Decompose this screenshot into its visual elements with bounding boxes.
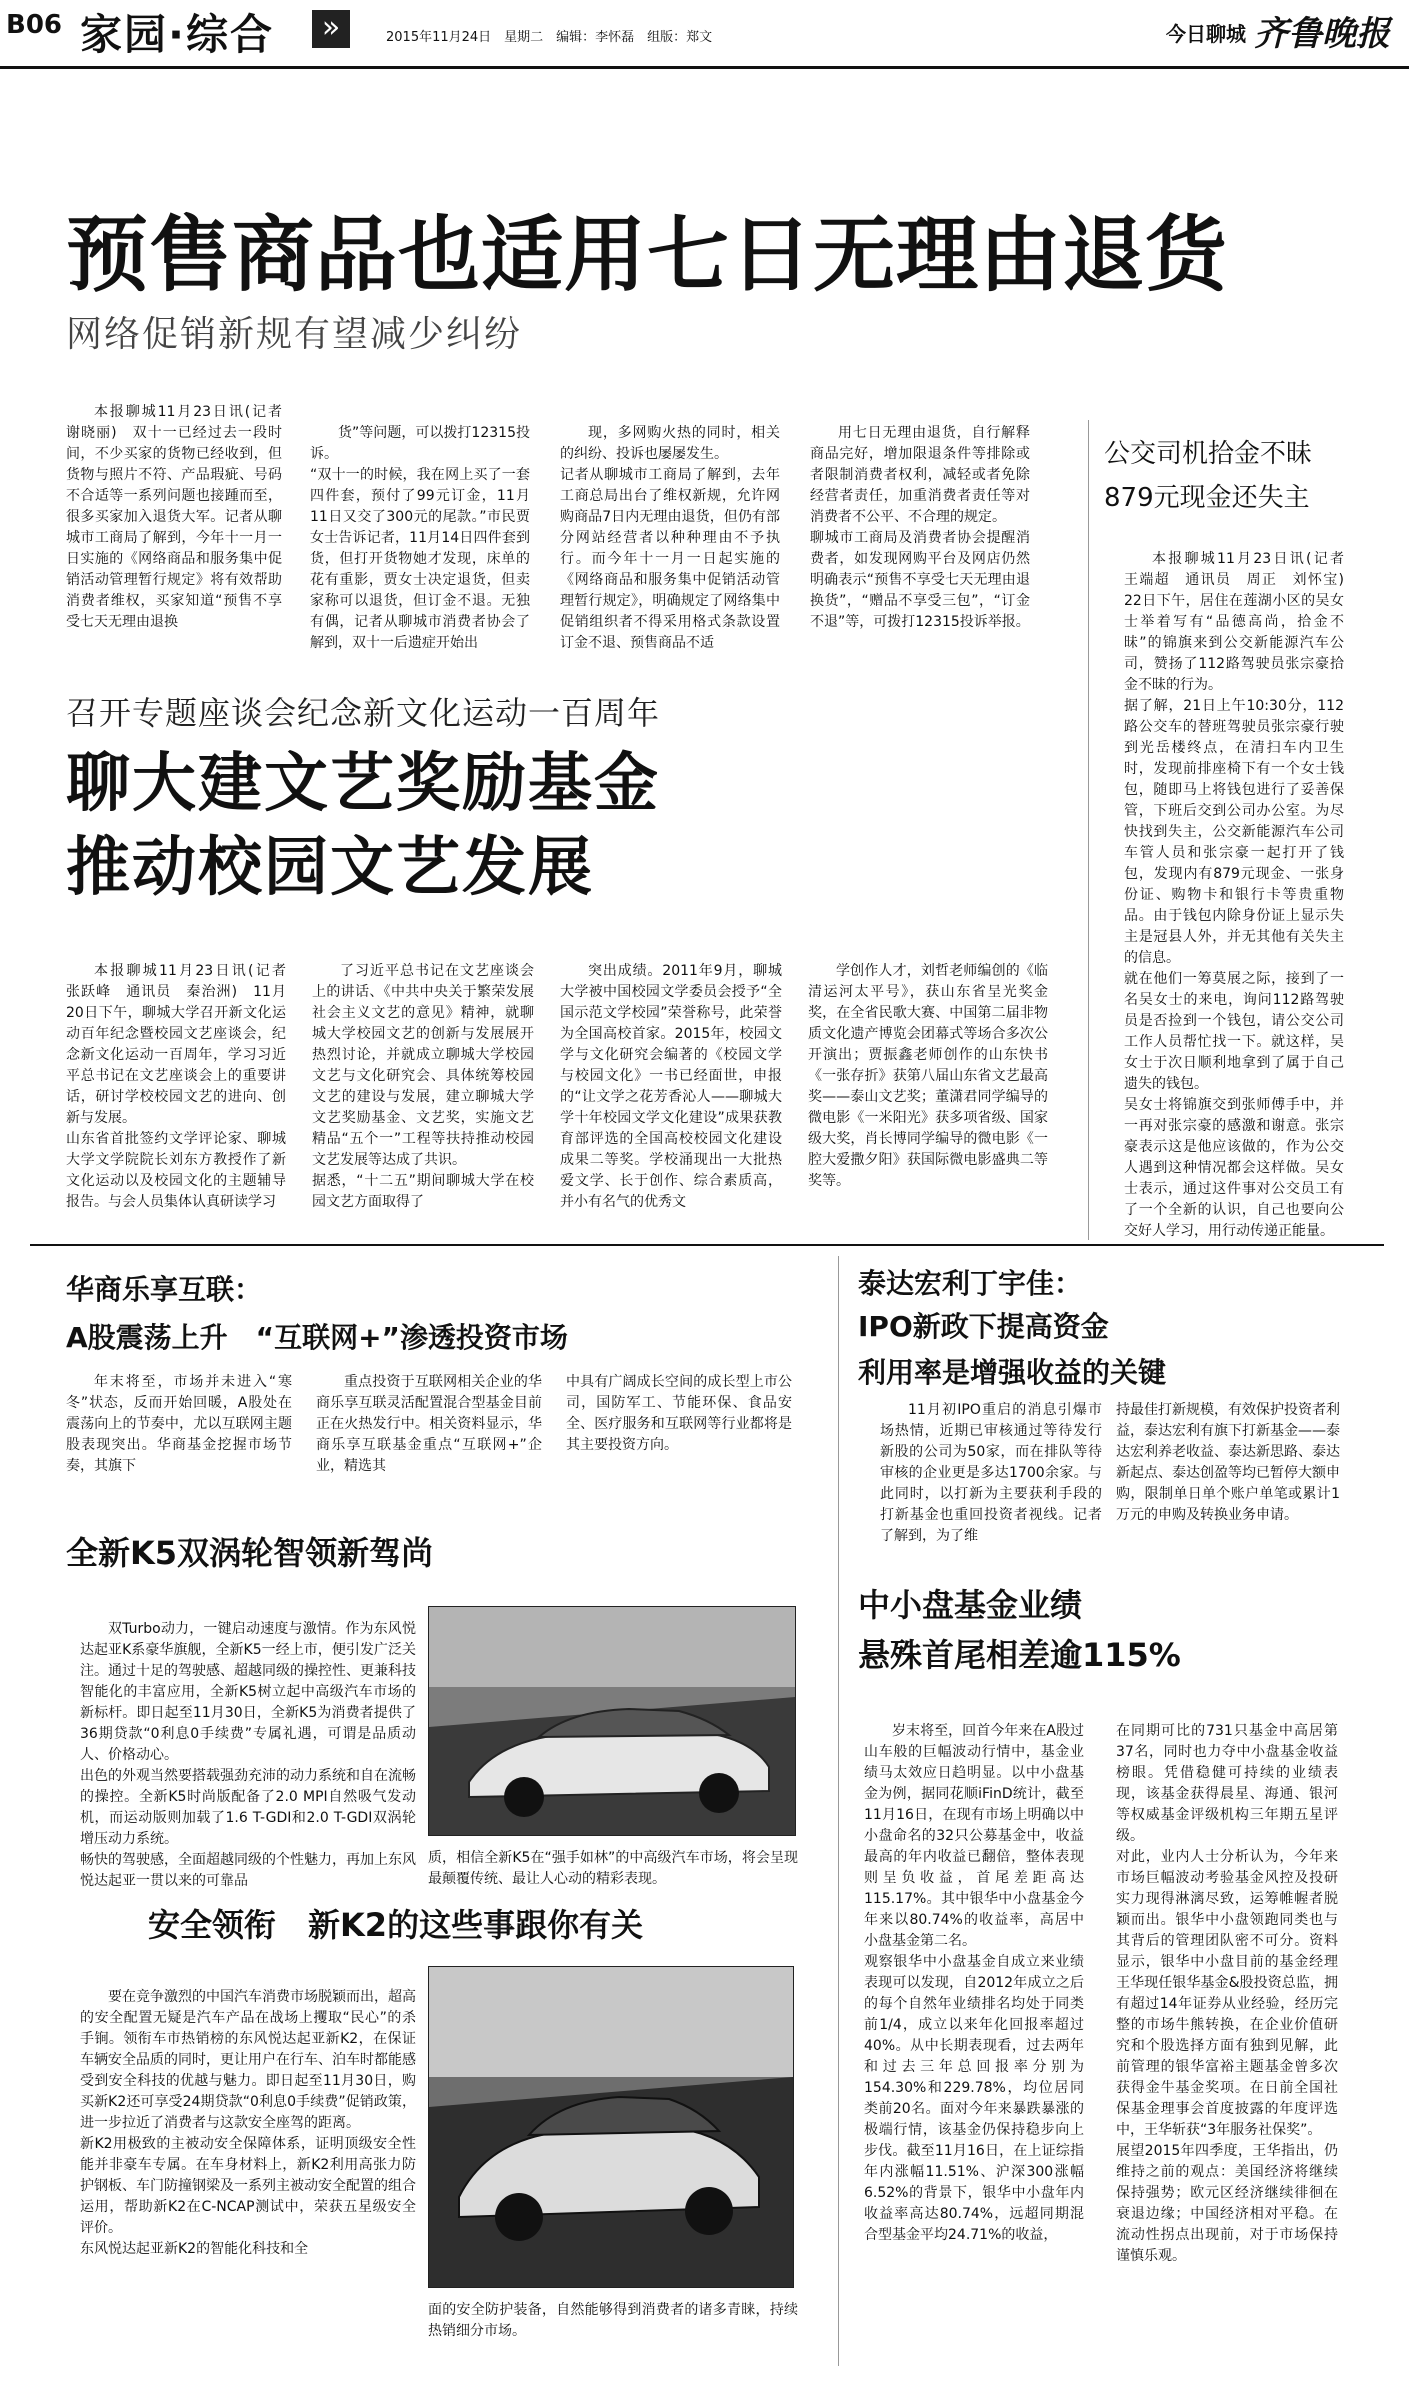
article4-col-1: 年末将至，市场并未进入“寒冬”状态，反而开始回暖，A股处在震荡向上的节奏中，尤以互联网主题股表现突出。华商基金挖握市场节奏，其旗下 (66, 1374, 292, 1474)
section-title: 家园·综合 (80, 10, 274, 59)
article1-col-4: 用七日无理由退货，自行解释商品完好，增加限退条件等排除或者限制消费者权利，减轻或者免除经营者责任，加重消费者责任等对消费者不公平、不合理的规定。 聊城市工商局及消费者协会提醒消费者，如发现网购平台及网店仍然明确表示“预售不享受七天无理由退换货”，“赠品不享受三包”，“订金不退”等，可拨打12315投诉举报。 (810, 425, 1030, 630)
date-editor-line: 2015年11月24日 星期二 编辑：李怀磊 组版：郑文 (386, 30, 713, 45)
article3-col-3: 突出成绩。2011年9月，聊城大学被中国校园文学委员会授予“全国示范文学校园”荣誉称号，此荣誉为全国高校首家。2015年，校园文学与文化研究会编著的《校园文学与校园文化》一书已经面世，申报的“让文学之花芳香沁人——聊城大学十年校园文学文化建设”成果获教育部评选的全国高校校园文化建设成果二等奖。学校涌现出一大批热爱文学、长于创作、综合素质高，并小有名气的优秀文 (560, 963, 782, 1210)
article3-col-4: 学创作人才，刘哲老师编创的《临清运河太平号》，获山东省呈光奖金奖，在全省民歌大赛、中国第二届非物质文化遗产博览会团幕式等场合多次公开演出；贾振鑫老师创作的山东快书《一张存折》获第八届山东省文艺最高奖——泰山文艺奖；董潇君同学编导的微电影《一米阳光》获多项省级、国家级大奖，肖长博同学编导的微电影《一腔大爱撒夕阳》获国际微电影盛典二等奖等。 (808, 963, 1048, 1189)
article7-col-2: 在同期可比的731只基金中高居第37名，同时也力夺中小盘基金收益榜眼。凭借稳健可持续的业绩表现，该基金获得晨星、海通、银河等权威基金评级机构三年期五星评级。 对此，业内人士分析认为，今年来市场巨幅波动考验基金风控及投研实力现得淋漓尽致，运筹帷幄者脱颖而出。银华中小盘领跑同类也与其背后的管理团队密不可分。资料显示，银华中小盘目前的基金经理王华现任银华基金&股投资总监，拥有超过14年证券从业经验，经历完整的市场牛熊转换，在企业价值研究和个股选择方面有独到见解，此前管理的银华富裕主题基金曾多次获得金牛基金奖项。在日前全国社保基金理事会首度披露的年度评选中，王华斩获“3年服务社保奖”。 展望2015年四季度，王华指出，仍维持之前的观点：美国经济将继续保持强势；欧元区经济继续徘徊在衰退边缘；中国经济相对平稳。在流动性拐点出现前，对于市场保持谨慎乐观。 (1116, 1723, 1338, 2264)
article1-subhead: 网络促销新规有望减少纠纷 (66, 314, 523, 355)
article3-headline: 聊大建文艺奖励基金 推动校园文艺发展 (66, 747, 660, 905)
brand-logo: 齐鲁晚报 (1254, 14, 1390, 54)
article6-body: 双Turbo动力，一键启动速度与激情。作为东风悦达起亚K系豪华旗舰，全新K5一经上市，便引发广泛关注。通过十足的驾驶感、超越同级的操控性、更兼科技智能化的丰富应用，全新K5树立起中高级汽车市场的新标杆。即日起至11月30日，全新K5为消费者提供了36期贷款“0利息0手续费”专属礼遇，可谓是品质动人、价格动心。 出色的外观当然要搭载强劲充沛的动力系统和自在流畅的操控。全新K5时尚版配备了2.0 MPI自然吸气发动机，而运动版则加载了1.6 T-GDI和2.0 T-GDI双涡轮增压动力系统。 畅快的驾驶感，全面超越同级的个性魅力，再加上东风悦达起亚一贯以来的可靠品 (80, 1621, 416, 1889)
article4-kicker: 华商乐享互联： (66, 1273, 263, 1306)
article5-kicker: 泰达宏利丁宇佳： (858, 1267, 1083, 1300)
article5-col-1: 11月初IPO重启的消息引爆市场热情，近期已审核通过等待发行新股的公司为50家，而在排队等待审核的企业更是多达1700余家。与此同时，以打新为主要获利手段的打新基金也重回投资者视线。记者了解到，为了维 (880, 1402, 1102, 1544)
article3-col-1: 本报聊城11月23日讯(记者 张跃峰 通讯员 秦治洲) 11月20日下午，聊城大学召开新文化运动百年纪念暨校园文艺座谈会，纪念新文化运动一百周年，学习习近平总书记在文艺座谈会上的重要讲话，研讨学校校园文艺的进向、创新与发展。 山东省首批签约文学评论家、聊城大学文学院院长刘东方教授作了新文化运动以及校园文化的主题辅导报告。与会人员集体认真研读学习 (66, 963, 286, 1210)
k5-car-photo (428, 1606, 796, 1836)
article6-caption: 质，相信全新K5在“强手如林”的中高级汽车市场，将会呈现最颠覆传统、最让人心动的精彩表现。 (428, 1850, 798, 1887)
lower-column-divider (838, 1256, 839, 2366)
article8-headline: 安全领衔 新K2的这些事跟你有关 (148, 1906, 644, 1944)
page-number: B06 (6, 10, 62, 40)
article3-kicker: 召开专题座谈会纪念新文化运动一百周年 (66, 694, 661, 732)
article2-headline: 公交司机拾金不昧 879元现金还失主 (1104, 439, 1313, 513)
article8-caption: 面的安全防护装备，自然能够得到消费者的诸多青睐，持续热销细分市场。 (428, 2302, 798, 2339)
k2-car-photo (428, 1966, 794, 2288)
article3-col-2: 了习近平总书记在文艺座谈会上的讲话、《中共中央关于繁荣发展社会主义文艺的意见》精神，就聊城大学校园文艺的创新与发展展开热烈讨论，并就成立聊城大学校园文艺与文化研究会、具体统筹校园文艺的建设与发展，建立聊城大学文艺奖励基金、文艺奖，实施文艺精品“五个一”工程等扶持推动校园文艺发展等达成了共识。 据悉，“十二五”期间聊城大学在校园文艺方面取得了 (312, 963, 534, 1210)
section-arrows-icon: » (312, 10, 350, 48)
article5-headline: IPO新政下提高资金 利用率是增强收益的关键 (858, 1310, 1167, 1389)
article7-headline: 中小盘基金业绩 悬殊首尾相差逾115% (858, 1586, 1181, 1674)
article4-col-2: 重点投资于互联网相关企业的华商乐享互联灵活配置混合型基金目前正在火热发行中。相关资料显示，华商乐享互联基金重点“互联网+”企业，精选其 (316, 1374, 542, 1474)
brand-prefix: 今日聊城 (1166, 22, 1246, 46)
article1-col-2: 货”等问题，可以拨打12315投诉。 “双十一的时候，我在网上买了一套四件套，预付了99元订金，11月11日又交了300元的尾款。”市民贾女士告诉记者，11月14日四件套到货，但打开货物她才发现，床单的花有重影，贾女士决定退货，但卖家称可以退货，但订金不退。无独有偶，记者从聊城市消费者协会了解到，双十一后遗症开始出 (310, 425, 530, 651)
article6-headline: 全新K5双涡轮智领新驾尚 (66, 1534, 434, 1572)
right-column-divider (1088, 420, 1089, 1240)
mid-rule (30, 1244, 1384, 1246)
article1-col-3: 现，多网购火热的同时，相关的纠纷、投诉也屡屡发生。 记者从聊城市工商局了解到，去年工商总局出台了维权新规，允许网购商品7日内无理由退货，但仍有部分网站经营者以种种理由不予执行。而今年十一月一日起实施的《网络商品和服务集中促销活动管理暂行规定》，明确规定了网络集中促销组织者不得采用格式条款设置订金不退、预售商品不适 (560, 425, 780, 651)
article8-body: 要在竞争激烈的中国汽车消费市场脱颖而出，超高的安全配置无疑是汽车产品在战场上攫取“民心”的杀手锏。领衔车市热销榜的东风悦达起亚新K2，在保证车辆安全品质的同时，更让用户在行车、泊车时都能感受到安全科技的优越与魅力。即日起至11月30日，购买新K2还可享受24期贷款“0利息0手续费”促销政策，进一步拉近了消费者与这款安全座驾的距离。 新K2用极致的主被动安全保障体系，证明顶级安全性能并非豪车专属。在车身材料上，新K2利用高张力防护钢板、车门防撞钢梁及一系列主被动安全配置的组合运用，帮助新K2在C-NCAP测试中，荣获五星级安全评价。 东风悦达起亚新K2的智能化科技和全 (80, 1989, 416, 2257)
article2-body: 本报聊城11月23日讯(记者 王端超 通讯员 周正 刘怀宝) 22日下午，居住在莲湖小区的吴女士举着写有“品德高尚，拾金不昧”的锦旗来到公交新能源汽车公司，赞扬了112路驾驶员张宗豪拾金不昧的行为。 据了解，21日上午10:30分，112路公交车的替班驾驶员张宗豪行驶到光岳楼终点，在清扫车内卫生时，发现前排座椅下有一个女士钱包，随即马上将钱包进行了妥善保管，下班后交到公司办公室。为尽快找到失主，公交新能源汽车公司车管人员和张宗豪一起打开了钱包，发现内有879元现金、一张身份证、购物卡和银行卡等贵重物品。由于钱包内除身份证上显示失主是冠县人外，并无其他有关失主的信息。 就在他们一筹莫展之际，接到了一名吴女士的来电，询问112路驾驶员是否捡到一个钱包，请公交公司工作人员帮忙找一下。就这样，吴女士于次日顺利地拿到了属于自己遗失的钱包。 吴女士将锦旗交到张师傅手中，并一再对张宗豪的感激和谢意。张宗豪表示这是他应该做的，作为公交人遇到这种情况都会这样做。吴女士表示，通过这件事对公交员工有了一个全新的认识，自己也要向公交好人学习，用行动传递正能量。 (1124, 551, 1344, 1239)
article5-col-2: 持最佳打新规模，有效保护投资者利益，泰达宏利有旗下打新基金——泰达宏利养老收益、泰达新思路、泰达新起点、泰达创盈等均已暂停大额申购，限制单日单个账户单笔或累计1万元的申购及转换业务申请。 (1116, 1402, 1340, 1523)
article4-col-3: 中具有广阔成长空间的成长型上市公司，国防军工、节能环保、食品安全、医疗服务和互联网等行业都将是其主要投资方向。 (566, 1374, 792, 1453)
article1-col-1: 本报聊城11月23日讯(记者 谢晓丽) 双十一已经过去一段时间，不少买家的货物已经收到，但货物与照片不符、产品瑕疵、号码不合适等一系列问题也接踵而至，很多买家加入退货大军。记者从聊城市工商局了解到，今年十一月一日实施的《网络商品和服务集中促销活动管理暂行规定》将有效帮助消费者维权，买家知道“预售不享受七天无理由退换 (66, 404, 296, 630)
article7-col-1: 岁末将至，回首今年来在A股过山车般的巨幅波动行情中，基金业绩马太效应日趋明显。以中小盘基金为例，据同花顺iFinD统计，截至11月16日，在现有市场上明确以中小盘命名的32只公募基金中，收益最高的年内收益已翻倍，整体表现则呈负收益，首尾差距高达115.17%。其中银华中小盘基金今年来以80.74%的收益率，高居中小盘基金第二名。 观察银华中小盘基金自成立来业绩表现可以发现，自2012年成立之后的每个自然年业绩排名均处于同类前1/4，成立以来年化回报率超过40%。从中长期表现看，过去两年和过去三年总回报率分别为154.30%和229.78%，均位居同类前20名。面对今年来暴跌暴涨的极端行情，该基金仍保持稳步向上步伐。截至11月16日，在上证综指年内涨幅11.51%、沪深300涨幅6.52%的背景下，银华中小盘年内收益率高达80.74%，远超同期混合型基金平均24.71%的收益， (864, 1723, 1084, 2243)
header-rule (0, 66, 1409, 69)
article4-headline: A股震荡上升 “互联网+”渗透投资市场 (66, 1321, 568, 1354)
article1-headline: 预售商品也适用七日无理由退货 (66, 208, 1229, 303)
